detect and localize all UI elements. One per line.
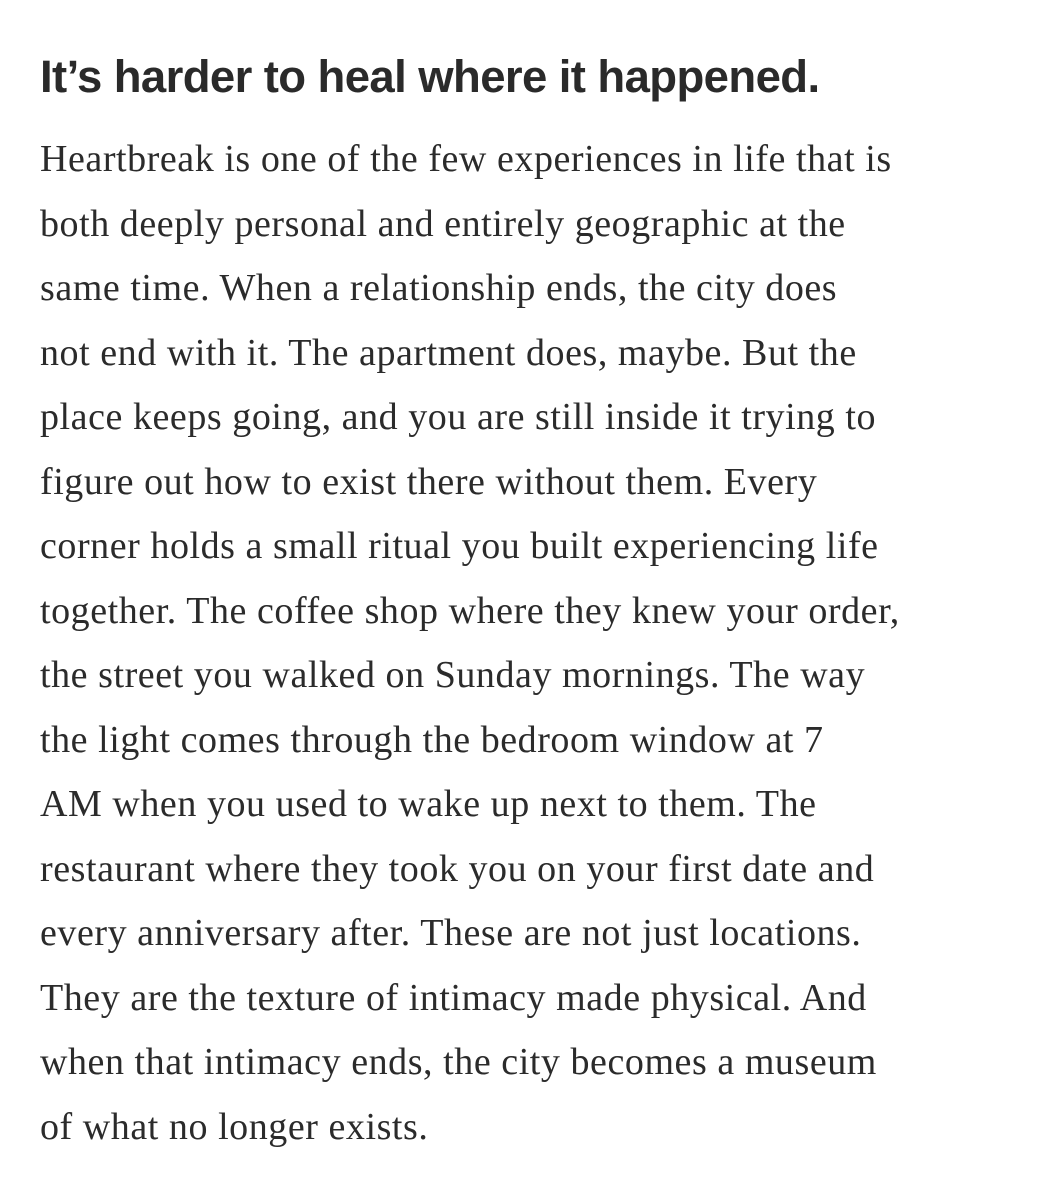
paragraph-line: Heartbreak is one of the few experiences in life that is [40, 138, 892, 180]
paragraph-line: of what no longer exists. [40, 1105, 429, 1148]
paragraph-line: not end with it. The apartment does, maybe. But the [40, 331, 857, 374]
paragraph-line: They are the texture of intimacy made physical. And [40, 976, 867, 1019]
paragraph-line: figure out how to exist there without them. Every [40, 460, 818, 503]
paragraph-line: the street you walked on Sunday mornings. The way [40, 654, 866, 696]
paragraph-line: restaurant where they took you on your first date and [40, 847, 875, 890]
article-heading: It’s harder to heal where it happened. [40, 51, 820, 102]
paragraph-line: the light comes through the bedroom window at 7 [40, 718, 824, 761]
paragraph-line: AM when you used to wake up next to them. The [40, 783, 817, 825]
paragraph-line: both deeply personal and entirely geographic at the [40, 202, 846, 245]
paragraph-line: corner holds a small ritual you built experiencing life [40, 525, 879, 567]
paragraph-line: when that intimacy ends, the city becomes a museum [40, 1041, 877, 1083]
paragraph-line: every anniversary after. These are not just locations. [40, 912, 862, 954]
article [40, 46, 1020, 1159]
article-paragraph [40, 127, 1020, 1159]
paragraph-line: same time. When a relationship ends, the city does [40, 267, 838, 309]
paragraph-line: place keeps going, and you are still inside it trying to [40, 396, 877, 438]
paragraph-line: together. The coffee shop where they knew your order, [40, 589, 900, 632]
